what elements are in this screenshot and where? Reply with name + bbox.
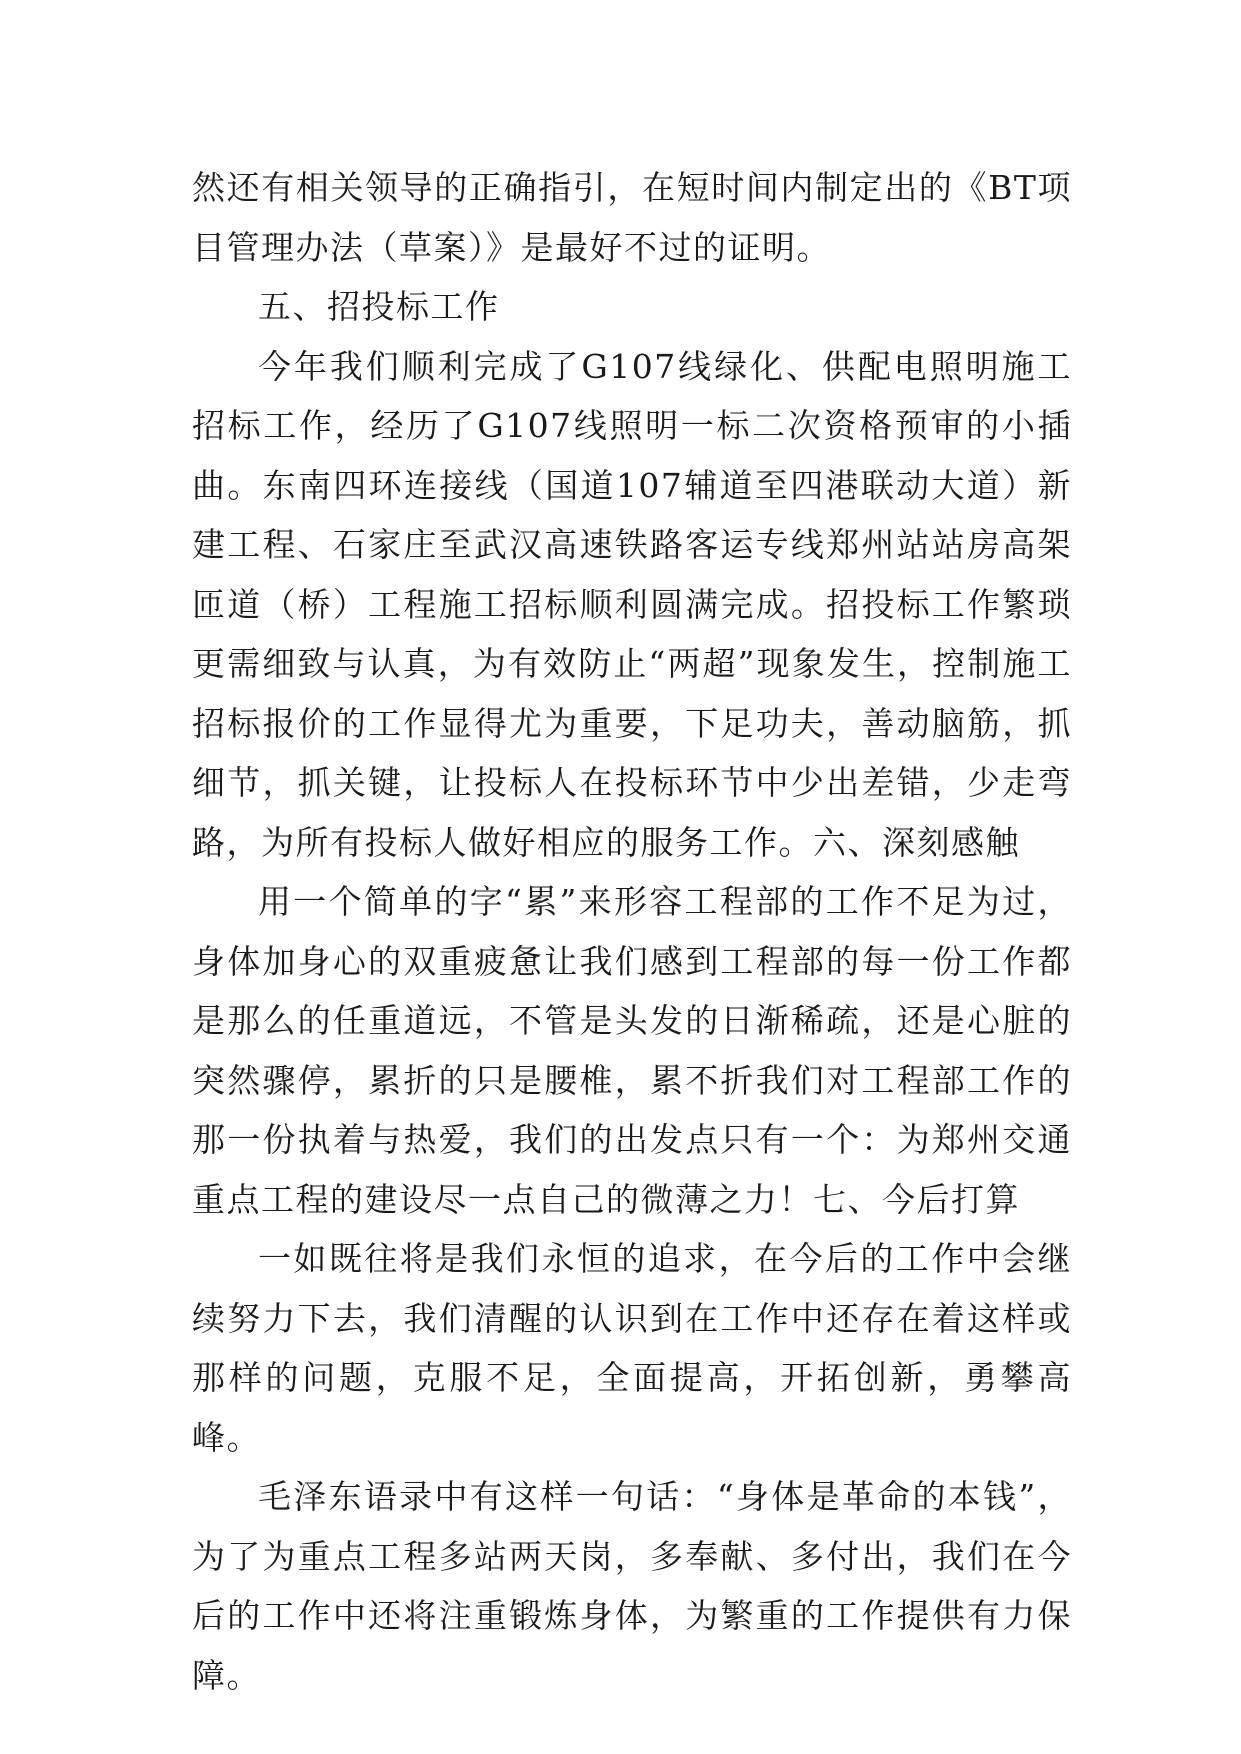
paragraph-closing-quote: 毛泽东语录中有这样一句话：“身体是革命的本钱”，为了为重点工程多站两天岗，多奉献、多付出，我们在今后的工作中还将注重锻炼身体，为繁重的工作提供有力保障。 (192, 1477, 1072, 1695)
paragraph-future-plans: 一如既往将是我们永恒的追求，在今后的工作中会继续努力下去，我们清醒的认识到在工作中还存在着这样或那样的问题，克服不足，全面提高，开拓创新，勇攀高峰。 (192, 1239, 1072, 1457)
section-heading-bidding: 五、招投标工作 (258, 287, 500, 326)
document-body (192, 158, 1072, 1705)
paragraph-bidding-work: 今年我们顺利完成了G107线绿化、供配电照明施工招标工作，经历了G107线照明一标二次资格预审的小插曲。东南四环连接线（国道107辅道至四港联动大道）新建工程、石家庄至武汉高速铁路客运专线郑州站站房高架匝道（桥）工程施工招标顺利圆满完成。招投标工作繁琐更需细致与认真，为有效防止“两超”现象发生，控制施工招标报价的工作显得尤为重要，下足功夫，善动脑筋，抓细节，抓关键，让投标人在投标环节中少出差错，少走弯路，为所有投标人做好相应的服务工作。六、深刻感触 (192, 346, 1072, 862)
paragraph-continuation: 然还有相关领导的正确指引，在短时间内制定出的《BT项目管理办法（草案）》是最好不过的证明。 (192, 168, 1072, 267)
paragraph-reflections: 用一个简单的字“累”来形容工程部的工作不足为过，身体加身心的双重疲惫让我们感到工程部的每一份工作都是那么的任重道远，不管是头发的日渐稀疏，还是心脏的突然骤停，累折的只是腰椎，累不折我们对工程部工作的那一份执着与热爱，我们的出发点只有一个：为郑州交通重点工程的建设尽一点自己的微薄之力！七、今后打算 (192, 882, 1072, 1219)
